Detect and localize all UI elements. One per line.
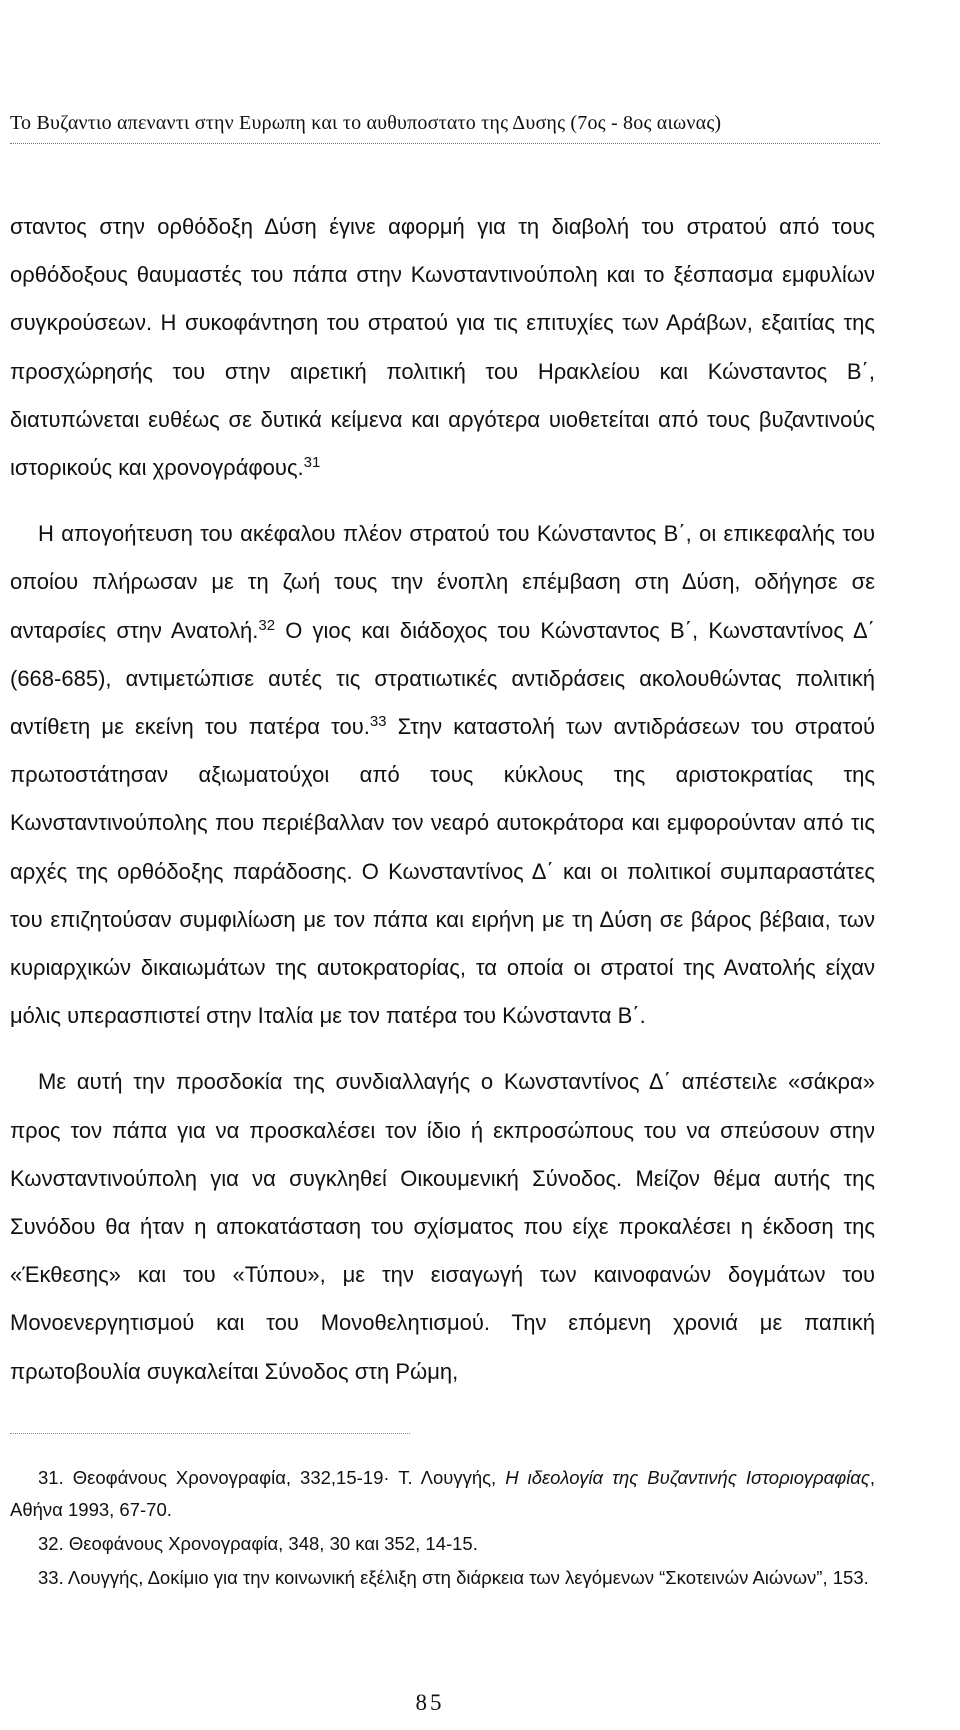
paragraph-2-text-part3: Στην καταστολή των αντιδράσεων του στρατού πρωτοστάτησαν αξιωματούχοι από τους κύκλους της αριστοκρατίας της Κωνσταντινούπολης που περιέβαλλαν τον νεαρό αυτοκράτορα και εμφορούνταν από τις αρχές της ορθόδοξης παράδοσης. Ο Κωνσταντίνος Δ΄ και οι πολιτικοί συμπαραστάτες του επιζητούσαν συμφιλίωση με τον πάπα και ειρήνη με τη Δύση σε βάρος βέβαια, των κυριαρχικών δικαιωμάτων της αυτοκρατορίας, τα οποία οι στρατοί της Ανατολής είχαν μόλις υπερασπιστεί στην Ιταλία με τον πατέρα του Κώνσταντα Β΄. (10, 714, 875, 1029)
paragraph-2-text-part1: Η απογοήτευση του ακέφαλου πλέον στρατού του Κώνσταντος Β΄, οι επικεφαλής του οποίου πλήρωσαν με τη ζωή τους την ένοπλη επέμβαση στη Δύση, οδήγησε σε ανταρσίες στην Ανατολή. (10, 521, 875, 643)
footnote-32-text: Θεοφάνους Χρονογραφία, 348, 30 και 352, 14-15. (63, 1533, 478, 1554)
footnote-31-book-title: Η ιδεολογία της Βυζαντινής Ιστοριογραφίας (505, 1467, 870, 1488)
paragraph-1 (10, 203, 875, 492)
footnote-31 (10, 1462, 875, 1526)
footnote-31-text-part2: , Αθήνα 1993, 67-70. (10, 1467, 875, 1520)
footnote-32 (10, 1528, 875, 1560)
paragraph-2 (10, 510, 875, 1040)
running-head: Το Βυζαντιο απεναντι στην Ευρωπη και το αυθυποστατο της Δυσης (7ος - 8ος αιωνας) (10, 112, 722, 134)
footnote-32-number: 32. (38, 1533, 64, 1554)
paragraph-2-text-part2: Ο γιος και διάδοχος του Κώνσταντος Β΄, Κωνσταντίνος Δ΄ (668-685), αντιμετώπισε αυτές τις στρατιωτικές αντιδράσεις ακολουθώντας πολιτική αντίθετη με εκείνη του πατέρα του. (10, 617, 875, 740)
main-text (10, 203, 875, 1396)
paragraph-3-text: Με αυτή την προσδοκία της συνδιαλλαγής ο Κωνσταντίνος Δ΄ απέστειλε «σάκρα» προς τον πάπα για να προσκαλέσει τον ίδιο ή εκπροσώπους του να σπεύσουν στην Κωνσταντινούπολη για να συγκληθεί Οικουμενική Σύνοδος. Μείζον θέμα αυτής της Συνόδου θα ήταν η αποκατάσταση του σχίσματος που είχε προκαλέσει η έκδοση της «Έκθεσης» και του «Τύπου», με την εισαγωγή των καινοφανών δογμάτων του Μονοενεργητισμού και του Μονοθελητισμού. Την επόμενη χρονιά με παπική πρωτοβουλία συγκαλείται Σύνοδος στη Ρώμη, (10, 1069, 875, 1384)
footnote-31-number: 31. (38, 1467, 64, 1488)
footnote-33 (10, 1562, 875, 1594)
paragraph-3 (10, 1058, 875, 1395)
paragraph-1-text: σταντος στην ορθόδοξη Δύση έγινε αφορμή για τη διαβολή του στρατού από τους ορθόδοξους θαυμαστές του πάπα στην Κωνσταντινούπολη και το ξέσπασμα εμφυλίων συγκρούσεων. Η συκοφάντηση του στρατού για τις επιτυχίες των Αράβων, εξαιτίας της προσχώρησής του στην αιρετική πολιτική του Ηρακλείου και Κώνσταντος Β΄, διατυπώνεται ευθέως σε δυτικά κείμενα και αργότερα υιοθετείται από τους βυζαντινούς ιστορικούς και χρονογράφους. (10, 214, 875, 481)
footnote-33-number: 33. (38, 1567, 64, 1588)
footnote-ref-32: 32 (258, 616, 276, 634)
header-rule (10, 143, 880, 144)
page-number: 85 (415, 1690, 445, 1715)
footnote-rule (10, 1433, 410, 1434)
footnote-ref-31: 31 (303, 453, 321, 471)
footnote-ref-33: 33 (369, 712, 387, 730)
footnotes (10, 1462, 875, 1596)
footnote-31-text-part1: Θεοφάνους Χρονογραφία, 332,15-19· Τ. Λουγγής, (63, 1467, 506, 1488)
footnote-33-text: Λουγγής, Δοκίμιο για την κοινωνική εξέλιξη στη διάρκεια των λεγόμενων “Σκοτεινών Αιώνων”, 153. (63, 1567, 869, 1588)
